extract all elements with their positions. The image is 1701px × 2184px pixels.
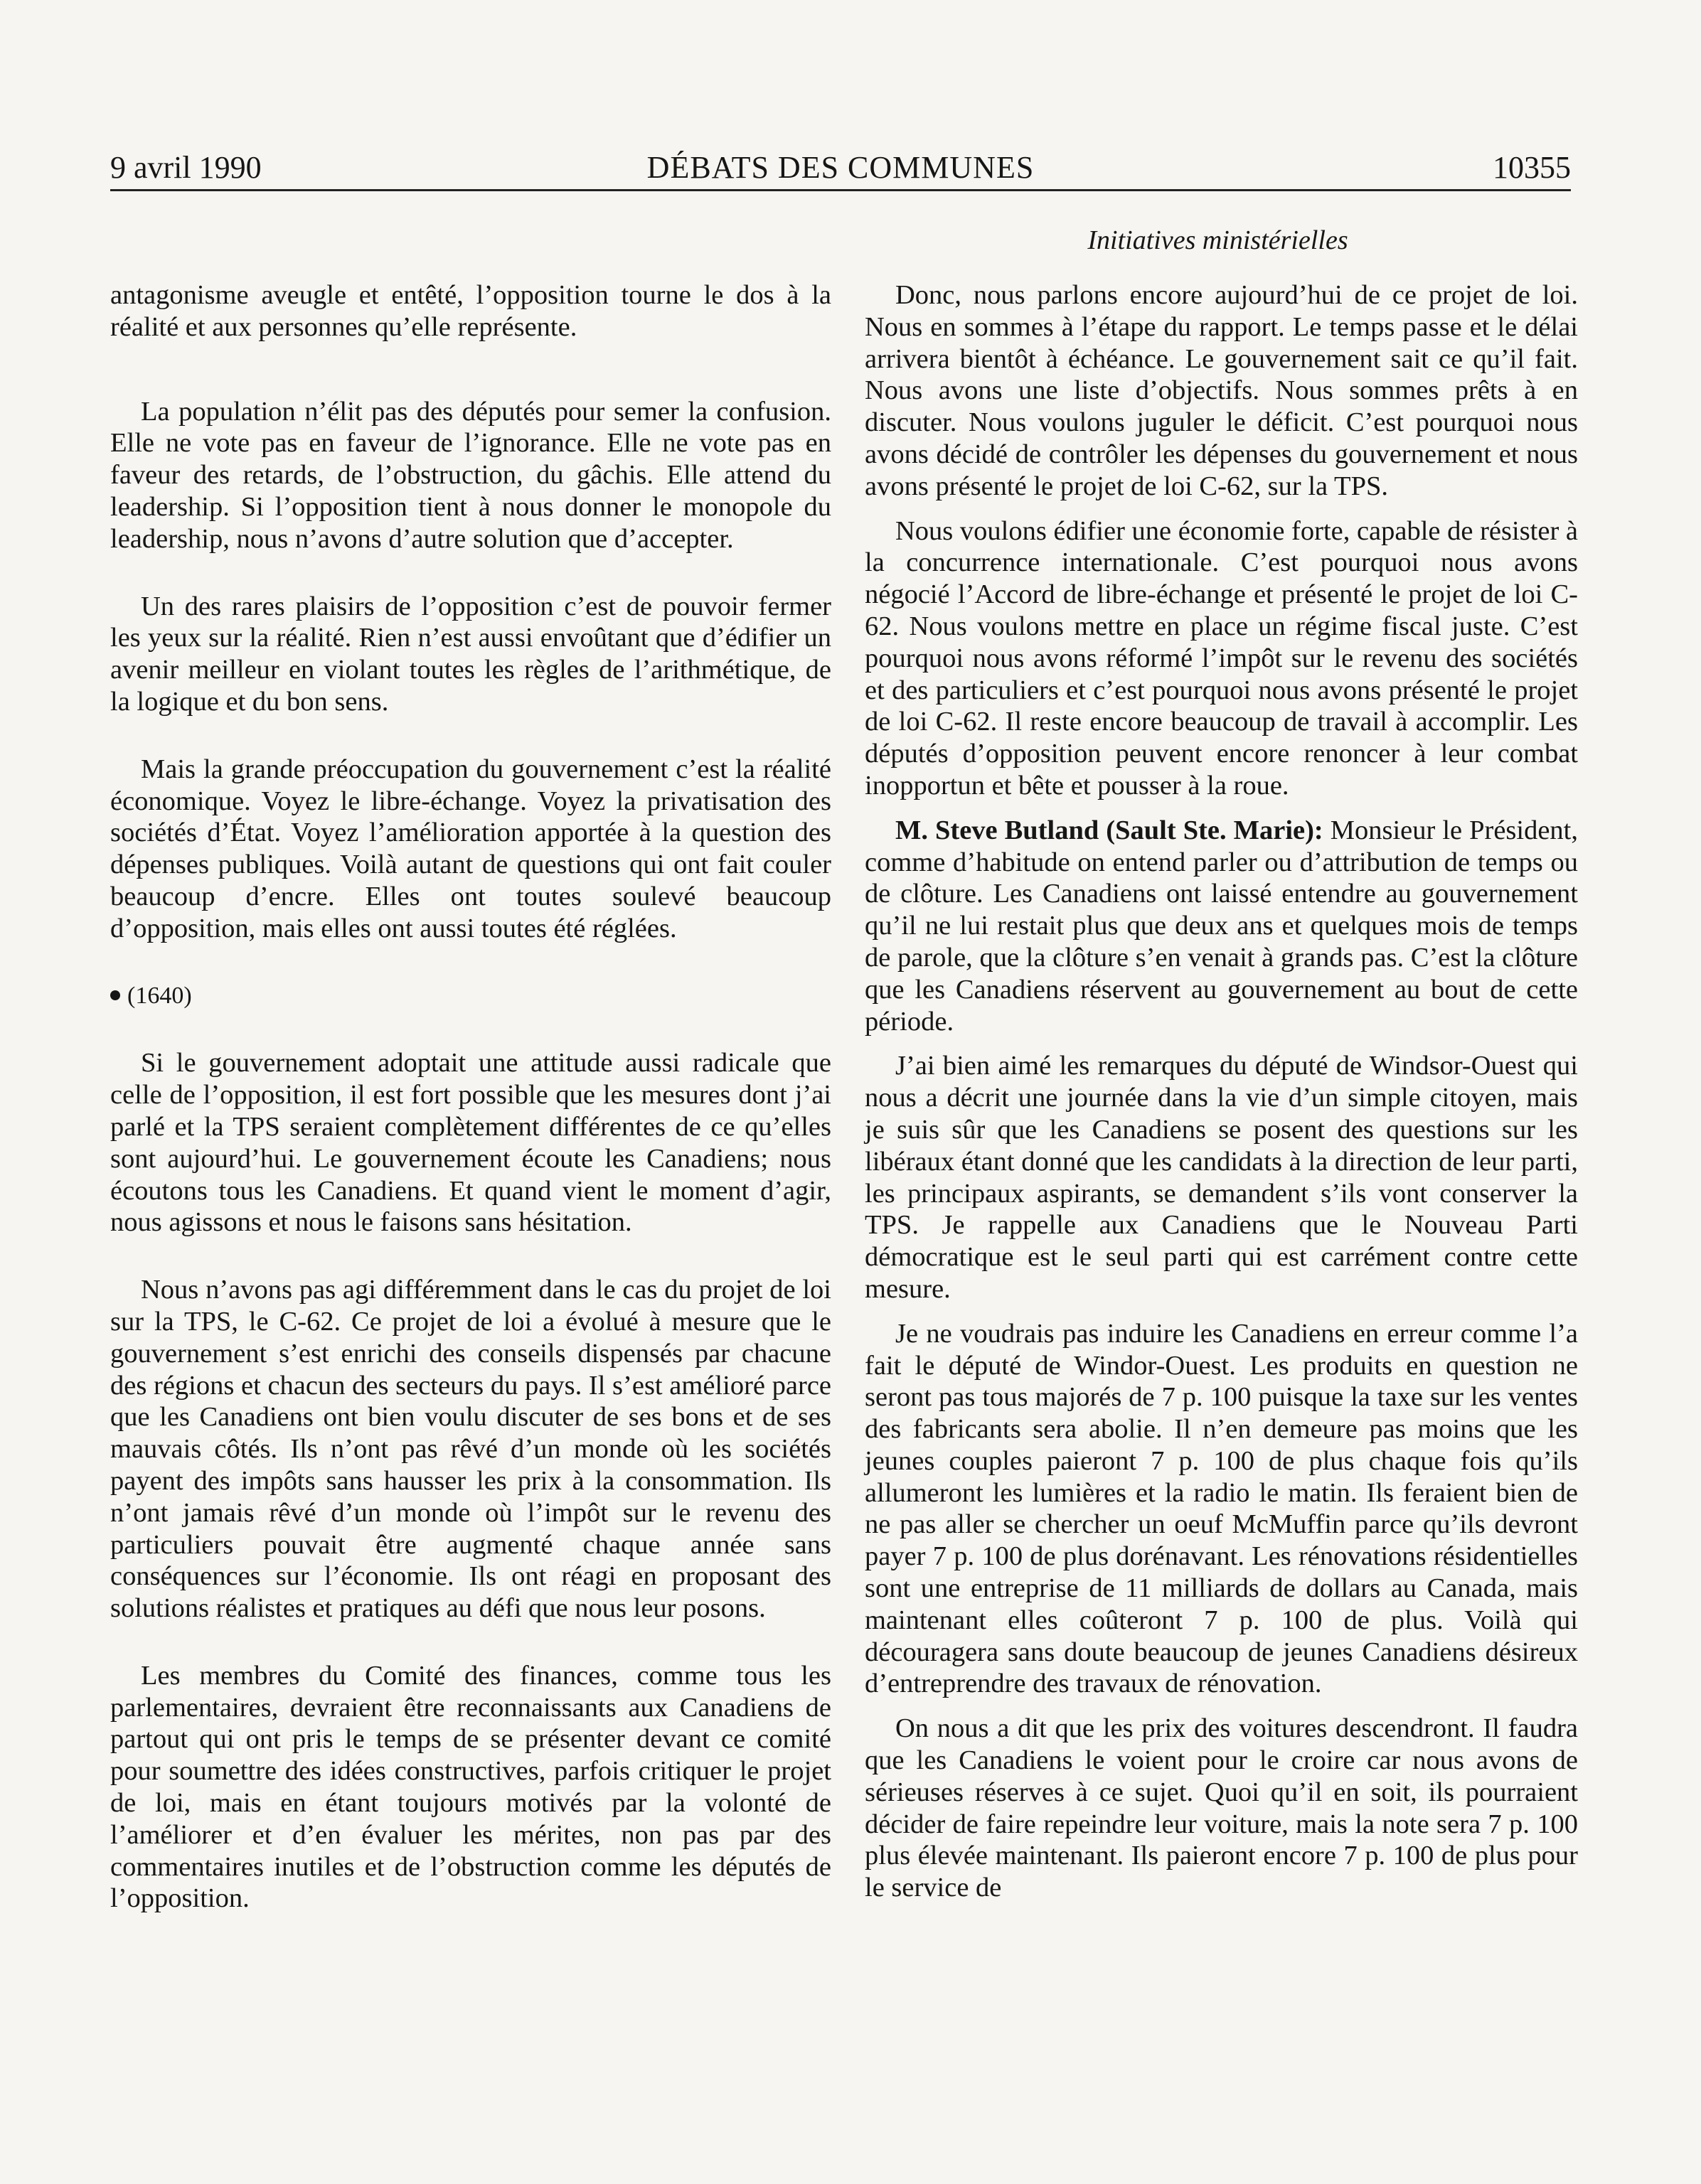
header-page-number: 10355 [1493, 150, 1571, 185]
paragraph: antagonisme aveugle et entêté, l’opposition tourne le dos à la réalité et aux personnes qu’elle représente. [110, 280, 831, 342]
paragraph: La population n’élit pas des députés pour semer la confusion. Elle ne vote pas en faveur de l’ignorance. Elle ne vote pas en faveur des retards, de l’obstruction, du gâchis. Elle attend du leadership. Si l’opposition tient à nous donner le monopole du leadership, nous n’avons d’autre solution que d’accepter. [110, 396, 831, 554]
paragraph: Mais la grande préoccupation du gouvernement c’est la réalité économique. Voyez le libre-échange. Voyez la privatisation des sociétés d’État. Voyez l’amélioration apportée à la question des dépenses publiques. Voilà autant de questions qui ont fait couler beaucoup d’encre. Elles ont toutes soulevé beaucoup d’opposition, mais elles ont aussi toutes été réglées. [110, 754, 831, 943]
paragraph: J’ai bien aimé les remarques du député de Windsor-Ouest qui nous a décrit une journée dans la vie d’un simple citoyen, mais je suis sûr que les Canadiens se posent des questions sur les libéraux étant donné que les candidats à la direction de leur parti, les principaux aspirants, se demandent s’ils vont conserver la TPS. Je rappelle aux Canadiens que le Nouveau Parti démocratique est le seul parti qui est carrément contre cette mesure. [865, 1051, 1578, 1304]
section-label: Initiatives ministérielles [1087, 225, 1348, 255]
left-column [110, 279, 831, 1950]
paragraph: Donc, nous parlons encore aujourd’hui de ce projet de loi. Nous en sommes à l’étape du rapport. Le temps passe et le délai arrivera bientôt à échéance. Le gouvernement sait ce qu’il fait. Nous avons une liste d’objectifs. Nous sommes prêts à en discuter. Nous voulons juguler le déficit. C’est pourquoi nous avons décidé de contrôler les dépenses du gouvernement et nous avons présenté le projet de loi C-62, sur la TPS. [865, 280, 1578, 501]
header-title: DÉBATS DES COMMUNES [646, 150, 1035, 185]
page-header [110, 146, 1571, 190]
bullet-icon [110, 990, 120, 1000]
paragraph: Un des rares plaisirs de l’opposition c’est de pouvoir fermer les yeux sur la réalité. Rien n’est aussi envoûtant que d’édifier un avenir meilleur en violant toutes les règles de l’arithmétique, de la logique et du bon sens. [110, 591, 831, 717]
time-stamp-text: (1640) [127, 982, 192, 1009]
header-date: 9 avril 1990 [110, 150, 262, 185]
speaker-name: M. Steve Butland (Sault Ste. Marie): [895, 815, 1323, 845]
paragraph: Les membres du Comité des finances, comme tous les parlementaires, devraient être reconnaissants aux Canadiens de partout qui ont pris le temps de se présenter devant ce comité pour soumettre des idées constructives, parfois critiquer le projet de loi, mais en étant toujours motivés par la volonté de l’améliorer et d’en évaluer les mérites, non pas par des commentaires inutiles et de l’obstruction comme les députés de l’opposition. [110, 1660, 831, 1914]
speaker-paragraph [865, 815, 1578, 1038]
paragraph: Si le gouvernement adoptait une attitude aussi radicale que celle de l’opposition, il est fort possible que les mesures dont j’ai parlé et la TPS seraient complètement différentes de ce qu’elles sont aujourd’hui. Le gouvernement écoute les Canadiens; nous écoutons tous les Canadiens. Et quand vient le moment d’agir, nous agissons et nous le faisons sans hésitation. [110, 1048, 831, 1238]
paragraph: Nous n’avons pas agi différemment dans le cas du projet de loi sur la TPS, le C-62. Ce projet de loi a évolué à mesure que le gouvernement s’est enrichi des conseils dispensés par chacune des régions et chacun des secteurs du pays. Il s’est amélioré parce que les Canadiens ont bien voulu discuter de ses bons et de ses mauvais côtés. Ils n’ont pas rêvé d’un monde où les sociétés payent des impôts sans hausser les prix à la consommation. Ils n’ont jamais rêvé d’un monde où l’impôt sur le revenu des particuliers pouvait être augmenté chaque année sans conséquences sur l’économie. Ils ont réagi en proposant des solutions réalistes et pratiques au défi que nous leur posons. [110, 1275, 831, 1624]
speaker-text: Monsieur le Président, comme d’habitude on entend parler ou d’attribution de temps ou de clôture. Les Canadiens ont laissé entendre au gouvernement qu’il ne lui restait plus que deux ans et quelques mois de temps de parole, que la clôture s’en venait à grands pas. C’est la clôture que les Canadiens réservent au gouvernement au bout de cette période. [865, 815, 1579, 1037]
time-stamp [110, 980, 831, 1012]
paragraph: On nous a dit que les prix des voitures descendront. Il faudra que les Canadiens le voient pour le croire car nous avons de sérieuses réserves à ce sujet. Quoi qu’il en soit, ils pourraient décider de faire repeindre leur voiture, mais la note sera 7 p. 100 plus élevée maintenant. Ils paieront encore 7 p. 100 de plus pour le service de [865, 1713, 1578, 1903]
paragraph: Je ne voudrais pas induire les Canadiens en erreur comme l’a fait le député de Windor-Ouest. Les produits en question ne seront pas tous majorés de 7 p. 100 puisque la taxe sur les ventes des fabricants sera abolie. Il n’en demeure pas moins que les jeunes couples paieront 7 p. 100 de plus chaque fois qu’ils allumeront les lumières et la radio le matin. Ils feraient bien de ne pas aller se chercher un oeuf McMuffin parce qu’ils devront payer 7 p. 100 de plus dorénavant. Les rénovations résidentielles sont une entreprise de 11 milliards de dollars au Canada, mais maintenant elles coûteront 7 p. 100 de plus. Voilà qui découragera sans doute beaucoup de jeunes Canadiens désireux d’entreprendre des travaux de rénovation. [865, 1318, 1578, 1699]
right-column [865, 279, 1578, 1917]
header-rule [110, 189, 1571, 191]
paragraph: Nous voulons édifier une économie forte, capable de résister à la concurrence internationale. C’est pourquoi nous avons négocié l’Accord de libre-échange et présenté le projet de loi C-62. Nous voulons mettre en place un régime fiscal juste. C’est pourquoi nous avons réformé l’impôt sur le revenu des sociétés et des particuliers et c’est pourquoi nous avons présenté le projet de loi C-62. Il reste encore beaucoup de travail à accomplir. Les députés d’opposition peuvent encore renoncer à leur combat inopportun et bête et pousser à la roue. [865, 515, 1578, 801]
